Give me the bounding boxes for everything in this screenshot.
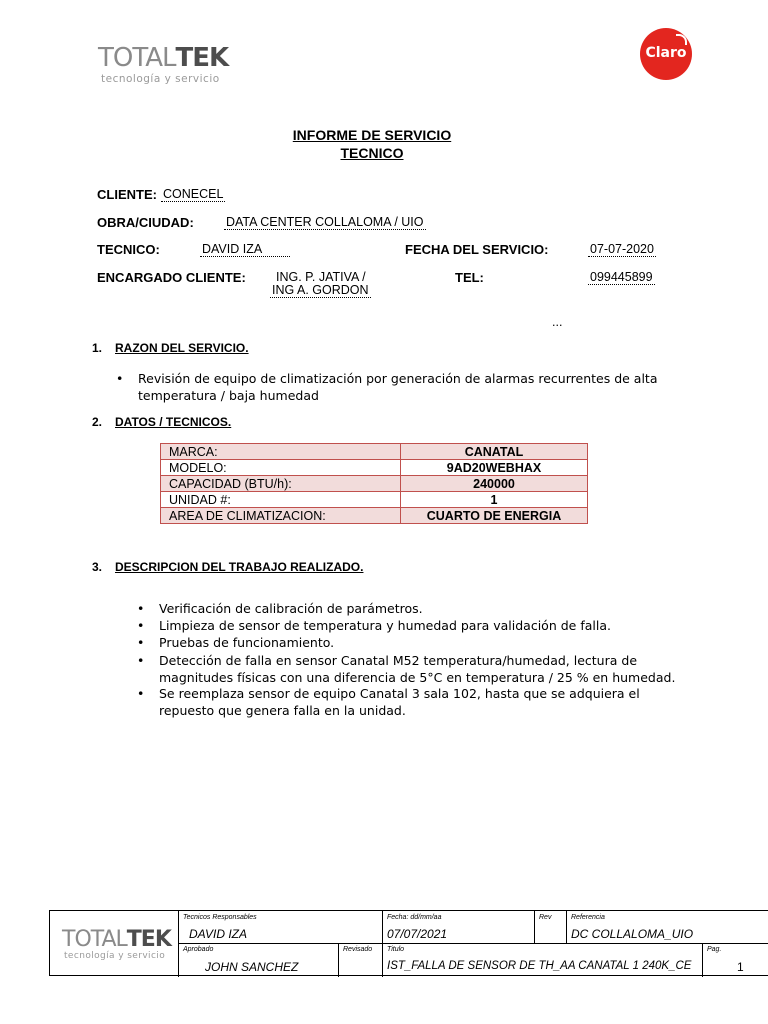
encargado-value2: ING A. GORDON (272, 283, 369, 297)
titulo-value: IST_FALLA DE SENSOR DE TH_AA CANATAL 1 240K_CE (387, 960, 692, 972)
tel-label: TEL: (455, 270, 484, 285)
table-row (161, 508, 588, 524)
section-2-heading: 2. DATOS / TECNICOS. (92, 415, 232, 429)
table-row (161, 460, 588, 476)
section-1-heading: 1. RAZON DEL SERVICIO. (92, 341, 249, 355)
doc-title-line1: INFORME DE SERVICIO (292, 127, 452, 143)
list-item: • Pruebas de funcionamiento. (159, 634, 699, 651)
footer-table (49, 910, 768, 976)
table-cell-value: 240000 (401, 476, 588, 492)
obra-label: OBRA/CIUDAD: (97, 215, 194, 230)
table-cell-value: CUARTO DE ENERGIA (401, 508, 588, 524)
doc-title-line2: TECNICO (340, 145, 404, 161)
list-item: • Detección de falla en sensor Canatal M52 temperatura/humedad, lectura de magnitudes físicas con una diferencia de 5°C en temperatura / 25 % en humedad. (159, 652, 689, 686)
tel-value: 099445899 (590, 270, 653, 284)
cliente-value: CONECEL (163, 187, 224, 201)
footer-logo: TOTALTEK tecnología y servicio (62, 927, 171, 961)
cliente-label: CLIENTE: (97, 187, 157, 202)
fecha-footer-label: Fecha: dd/mm/aa (387, 914, 442, 921)
revisado-label: Revisado (343, 946, 373, 953)
aprobado-value: JOHN SANCHEZ (205, 960, 299, 974)
referencia-label: Referencia (571, 914, 605, 921)
table-cell-label: AREA DE CLIMATIZACION: (161, 508, 401, 524)
table-cell-value: 9AD20WEBHAX (401, 460, 588, 476)
aprobado-label: Aprobado (183, 946, 214, 953)
tecnico-label: TECNICO: (97, 242, 160, 257)
table-cell-label: MODELO: (161, 460, 401, 476)
fecha-footer-value: 07/07/2021 (387, 927, 448, 941)
table-cell-label: MARCA: (161, 444, 401, 460)
list-item: • Revisión de equipo de climatización por generación de alarmas recurrentes de alta temperatura / baja humedad (138, 370, 708, 404)
rev-label: Rev (539, 914, 552, 921)
referencia-value: DC COLLALOMA_UIO (571, 927, 694, 941)
table-row (161, 444, 588, 460)
obra-value: DATA CENTER COLLALOMA / UIO (226, 215, 424, 229)
claro-logo: Claro (640, 28, 692, 80)
titulo-label: Titulo (387, 946, 405, 953)
fecha-value: 07-07-2020 (590, 242, 654, 256)
table-row (161, 476, 588, 492)
pag-label: Pag. (707, 946, 722, 953)
responsables-value: DAVID IZA (189, 927, 248, 941)
list-item: • Verificación de calibración de parámetros. (159, 600, 699, 617)
ellipsis: ... (552, 315, 563, 329)
list-item: • Se reemplaza sensor de equipo Canatal 3 sala 102, hasta que se adquiera el repuesto que genera falla en la unidad. (159, 685, 689, 719)
table-cell-label: UNIDAD #: (161, 492, 401, 508)
section-3-heading: 3. DESCRIPCION DEL TRABAJO REALIZADO. (92, 560, 364, 574)
table-cell-value: 1 (401, 492, 588, 508)
tecnico-value: DAVID IZA (200, 242, 290, 257)
fecha-label: FECHA DEL SERVICIO: (405, 242, 549, 257)
table-cell-value: CANATAL (401, 444, 588, 460)
encargado-label: ENCARGADO CLIENTE: (97, 270, 246, 285)
totaltek-logo: TOTALTEK tecnología y servicio (98, 43, 229, 85)
pag-value: 1 (737, 960, 744, 974)
technical-data-table (160, 443, 588, 524)
table-row (161, 492, 588, 508)
encargado-value1: ING. P. JATIVA / (276, 270, 366, 284)
responsables-label: Tecnicos Responsables (183, 914, 257, 921)
table-cell-label: CAPACIDAD (BTU/h): (161, 476, 401, 492)
list-item: • Limpieza de sensor de temperatura y humedad para validación de falla. (159, 617, 699, 634)
